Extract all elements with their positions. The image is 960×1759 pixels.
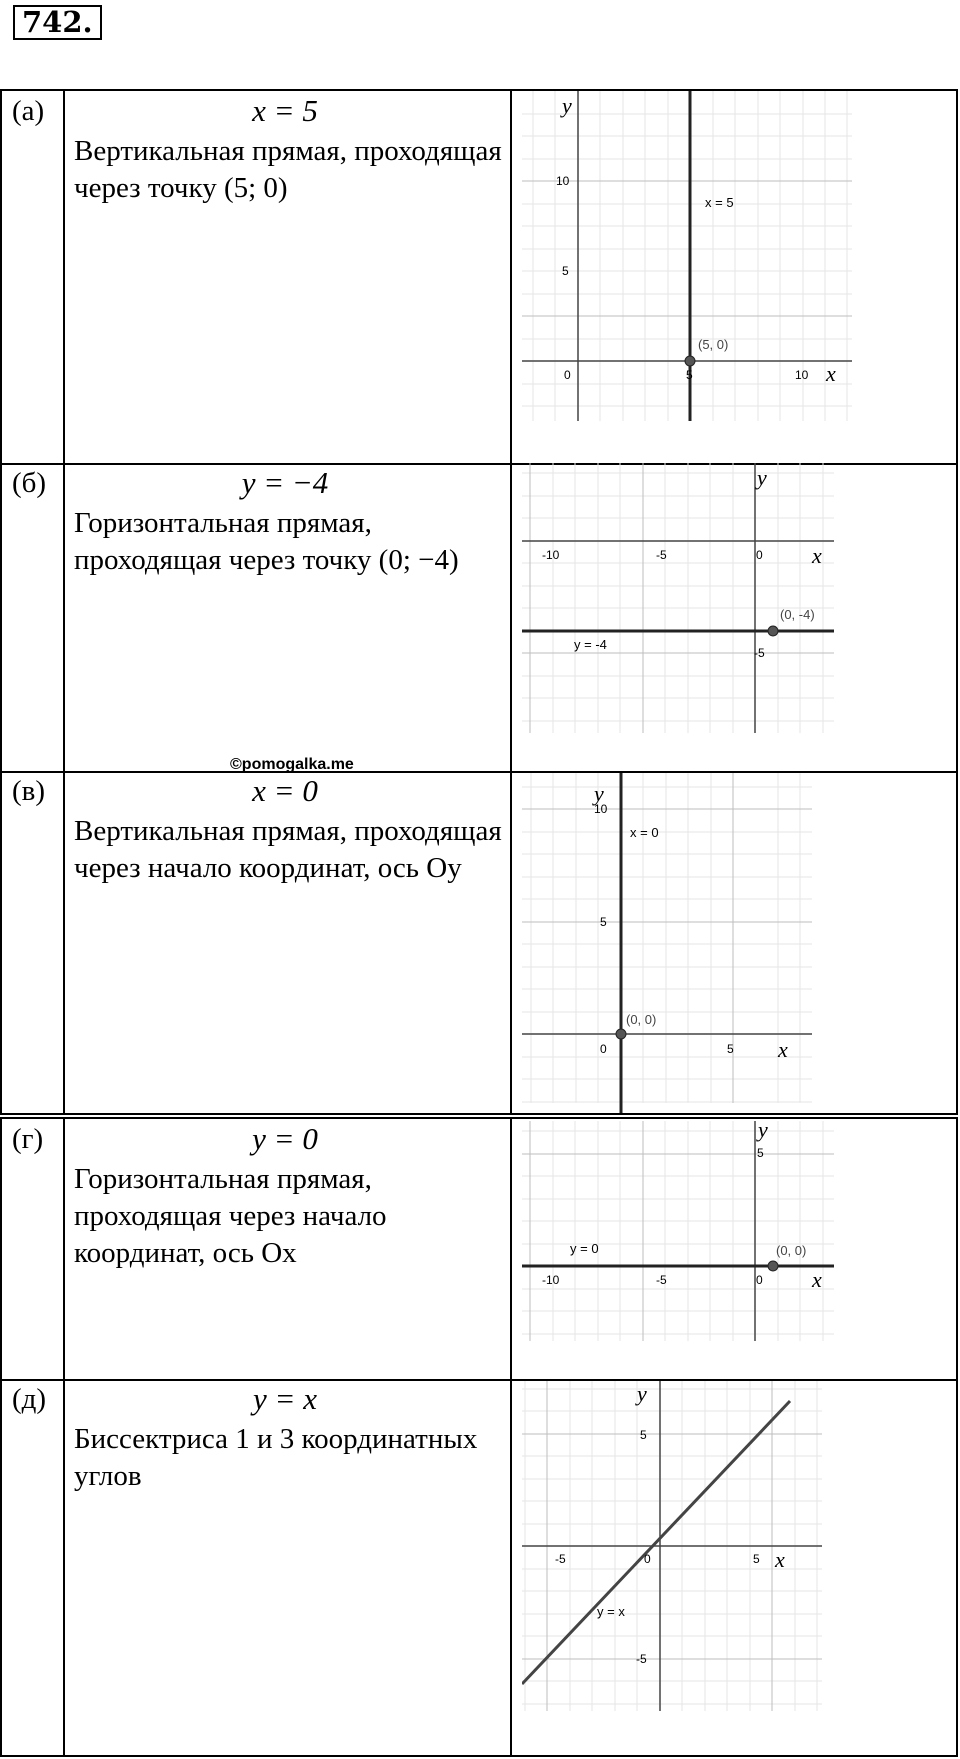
- x-tick-label: -10: [542, 548, 560, 562]
- y-axis-label: y: [637, 1381, 647, 1406]
- row-g: [2, 1119, 956, 1379]
- y-axis-label: y: [757, 465, 767, 490]
- graph-y-equals-x: [522, 1381, 822, 1711]
- x-tick-label: 0: [756, 1273, 763, 1287]
- point-label: (0, -4): [780, 607, 815, 622]
- x-tick-label: -5: [656, 548, 667, 562]
- x-axis-label: x: [775, 1547, 785, 1572]
- y-axis-label: y: [758, 1121, 768, 1142]
- x-tick-label: 5: [686, 368, 693, 382]
- equation: y = 0: [252, 1121, 318, 1156]
- graph-x-equals-0: [522, 773, 812, 1113]
- x-tick-label: -5: [656, 1273, 667, 1287]
- y-tick-label: 10: [556, 174, 570, 188]
- y-tick-label: 5: [562, 264, 569, 278]
- y-tick-label: -5: [636, 1652, 647, 1666]
- x-tick-label: 10: [795, 368, 809, 382]
- equation: x = 0: [252, 773, 318, 808]
- row-label: (г): [12, 1123, 44, 1155]
- y-tick-label: 5: [640, 1428, 647, 1442]
- row-b: [2, 463, 956, 771]
- y-tick-label: -5: [754, 646, 765, 660]
- x-tick-label: -5: [555, 1552, 566, 1566]
- point-marker: [616, 1029, 626, 1039]
- description: Биссектриса 1 и 3 координатных углов: [74, 1423, 478, 1492]
- x-tick-label: 0: [600, 1042, 607, 1056]
- description: Горизонтальная прямая, проходящая через точку (0; −4): [74, 507, 459, 576]
- x-axis-label: x: [826, 361, 836, 386]
- graph-y-equals-minus-4: [522, 463, 834, 743]
- y-tick-label: 5: [600, 915, 607, 929]
- row-v: [2, 771, 956, 1113]
- point-marker: [768, 626, 778, 636]
- equation: x = 5: [252, 93, 318, 128]
- problem-number: 742.: [13, 5, 102, 40]
- x-axis-label: x: [778, 1037, 788, 1062]
- row-label: (а): [12, 95, 45, 127]
- line-label: x = 0: [630, 825, 659, 840]
- row-a: [2, 91, 956, 463]
- x-tick-label: 0: [564, 368, 571, 382]
- y-axis-label: y: [594, 781, 604, 806]
- x-tick-label: 5: [753, 1552, 760, 1566]
- point-label: (0, 0): [776, 1243, 807, 1258]
- line-label: y = x: [597, 1604, 625, 1619]
- graph-y-equals-0: [522, 1121, 834, 1341]
- row-label: (д): [12, 1383, 47, 1415]
- y-axis-label: y: [562, 93, 572, 118]
- x-tick-label: 0: [756, 548, 763, 562]
- line-label: y = 0: [570, 1241, 599, 1256]
- line-label: y = -4: [574, 637, 607, 652]
- equation: y = −4: [241, 465, 329, 500]
- point-label: (0, 0): [626, 1012, 657, 1027]
- point-marker: [685, 356, 695, 366]
- x-tick-label: -10: [542, 1273, 560, 1287]
- solution-table-top: [0, 89, 958, 1115]
- point-marker: [768, 1261, 778, 1271]
- x-axis-label: x: [812, 543, 822, 568]
- x-axis-label: x: [812, 1267, 822, 1292]
- watermark: ©pomogalka.me: [230, 756, 354, 773]
- graph-x-equals-5: [522, 91, 852, 431]
- description: Горизонтальная прямая, проходящая через начало координат, ось Ox: [74, 1163, 387, 1269]
- x-tick-label: 5: [727, 1042, 734, 1056]
- description: Вертикальная прямая, проходящая через начало координат, ось Oy: [74, 815, 502, 884]
- solution-table-bottom: [0, 1117, 958, 1757]
- line-label: x = 5: [705, 195, 734, 210]
- row-label: (б): [12, 467, 47, 499]
- row-d: [2, 1379, 956, 1755]
- y-tick-label: 5: [757, 1146, 764, 1160]
- x-tick-label: 0: [644, 1552, 651, 1566]
- y-tick-label: 10: [594, 802, 608, 816]
- row-label: (в): [12, 775, 46, 807]
- point-label: (5, 0): [698, 337, 729, 352]
- equation: y = x: [253, 1381, 317, 1416]
- description: Вертикальная прямая, проходящая через точку (5; 0): [74, 135, 502, 204]
